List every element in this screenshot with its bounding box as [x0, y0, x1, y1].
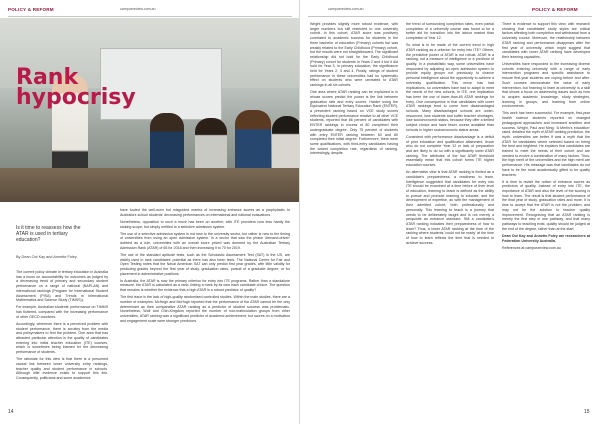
- section-header-left: POLICY & REFORM: [8, 7, 54, 12]
- page-number-left: 14: [8, 409, 14, 415]
- photo-student: [272, 116, 300, 174]
- header-rule-right: [308, 16, 592, 17]
- article-deck: Is it time to reassess how the ATAR is used in tertiary education?: [16, 225, 81, 244]
- hero-photo: [0, 18, 300, 202]
- right-page: [300, 0, 600, 424]
- header-rule-left: [8, 16, 292, 17]
- photo-student: [150, 113, 184, 173]
- body-column-5: There is evidence to support this view, with research showing that candidates' study styles are critical factors affecting both completion and withdrawal from a university course. Moreover, the relationship between ATAR ranking and performance disappears after the first year of university, which might suggest that candidates with lower ATAR ranking have developed their learning capacities. Universities have responded to the increasing diverse cohorts entering university with a range of early intervention programs and specific assistance to ensure first-year students are coping before and after. Such courses demonstrate the value of early intervention, but 'learning to learn at university' is a skill that shows a focus on addressing issues such as how to acquire academic knowledge, study strategies, learning in groups, and learning from online environments. This work has been successful. For example, first-year health science students reported on changed pedagogical approaches and increased ambition and success. Wright, Paul and Ming: 'A Merlin's education' rated, detailed the myth of ATAR ranking prediction, the myth. universities are better if was a myth that the ATAR for candidates where selected based on being the best and brightest. He explains that candidates are trained to meet the needs of their cohort and are needed to evolve a combination of many factors. Thus, the high merit of the universities and the high merit are performance. His message was that candidates do not have to be the most academically gifted to be quality teachers. It is time to revisit the notion of entrance scores as predictors of quality. Instead of entry into ITE, the importance of ATAR and also the level of the scoring is how to learn. The result is that student performance of the final year of study, graduation rates and more. It is time to accept that the ATAR is not the problem, and may not be the solution to teacher quality improvement. Recognising that an ATAR ranking is merely the first step in one pathway, and that many pathways to teaching exist, quality should be judged at the end of the degree, rather than at the start. Dean Ooi Kay and Annette Foley are researchers at Federation University Australia. References at campusreview.com.au: [502, 22, 590, 250]
- body-column-2: have touted the well-worn but misguided mantra of increasing entrance scores as a prophylactic to Australia's school students' decreasing performances on international and national evaluations. Nonetheless, opposition to such a move has been on another, with ITE providers now less hardly the stoking scope, but simply entitled to a selective admission system. The use of a selective admission system is not new to the university sector, but rather is new to the timing of universities from using an open admission system. In a sector that saw the phase 'demand-driven' dubbed as a rule, universities with an overall score priced was deemed by the Australian Tertiary Admission Rank (ATAR) of 65 for 2018 and then increasing it to 70 for 2019. The use of the standard aptitude tests, such as the Scholastic Assessment Test (SAT) in the US, are widely used in rank candidates' potential as there has also been tests. The National Centre for Fair and Open Testing notes that the Naval American SAT can only predict first year grades, with little validity for predicting grades beyond the first year of study, graduation rates, pursuit of a graduate degree, or for placement in administrative positions. In Australia, the ATAR is now the primary criterion for entry into ITE programs. Rather than a standalone measure, the ATAR is calculated as a rank: linking a mark by its own each candidate choice. The question that remains is whether the evidence that a high ATAR is a robust predictor of quality? The first issue is the lack of high-quality randomised controlled studies. Within the main studies, there are a number of examples. McHugh and McHugh reported that the performance of the ATAR cannot be the only determinant as their comparative ATAR ranking as a predictor of student success was problematic. Nonetheless, Wolf and Chin-Kingdom reported the number of non-matriculation groups from other universities, ATAR ranking was a significant predictor of academic achievement; but scores on a motivation and engagement scale were stronger predictors.: [120, 208, 290, 323]
- site-url-right: campusreview.com.au: [328, 7, 364, 11]
- photo-desks: [0, 168, 300, 202]
- body-column-4: the trend of surrounding completion rates, even partial completion of a university course was found to be a better aid for transition into the labour market than completion of Year 12. So what is to be made of the current trend in high ATAR ranking as a criterion for entry into ITE? Others, the predictive power of ATAR is not robust. ATAR is a ranking, not a measure of intelligence or a predictor of quality. In a probabilistic way, some universities have responded by adjusting an open admission system to provide equity groups not previously to chance personal intelligence about the opportunity to achieve a university qualification. This move has had implications, so universities have had to adapt to meet the needs of the new cohorts. In ITE, one implication has been the use of lower-than-60 ATAR rankings for entry. One consequence is that candidates with lower ATAR rankings tend to come from disadvantaged schools. Many disadvantaged schools are under-resourced, lose students and suffer teacher shortages, lose socioeconomic status, because they offer a limited subject choice and have fewer course available than schools in higher socioeconomic status areas. Consistent with performance disadvantage is a deficit of prior education and qualification attainment, those who do not complete Year 12 or lack of preparation and are likely to do so with a significantly lower ATAR ranking. The attributes of the low ATAR threshold essentially mean that this cohort forms ITE higher education courses. An alternative view is that ATAR ranking is limited as a candidate's preparedness, a readiness to learn. Intelligence suggested that candidates for entry into ITE should be examined at a time before of their level of education, learning to teach is defined as the ability to pursue and promote learning to educate, and the development of expertise, as with the management of their admitted cohort, both professionally and personally. This learning to teach is a journey that needs to be deliberately taught and is not merely a perquisite an entrance standard. Still a candidate's ATAR ranking indicates their preparedness of how to learn? Thus, a lower ATAR ranking at the time of the ranking where students 'could not be ready' at the time of how to learn reflects the time that is needed to achieve success.: [406, 22, 494, 245]
- photo-student: [195, 118, 227, 173]
- body-column-1: The current policy climate in tertiary education in Australia has a focus on accountability for outcomes as judged by a decreasing trend of primary and secondary student performance on a range of national (NAPLAN) and international rankings (Program for International Student Assessment (PISA) and Trends in International Mathematics and Science Study (TIMSS)). For example, Australian students' performance on TIMMS has fluttered, compared with the increasing performance of other OECD countries. Accordingly, whenever there is a perceived problem with student performance, there is scrutiny from the media and policymakers to find the problem. One area that has attracted particular attention is the quality of candidates entering into initial teacher education (ITE) courses, which is sometimes being blamed for the decreasing performance of students. The rationale for this view is that there is a presumed causal link between lower university entry rankings, teacher quality and student performance in schools. Although little evidence exists to support this link. Consequently, politicians and some academics: [16, 270, 108, 380]
- article-title: Rank hypocrisy: [16, 65, 136, 110]
- photo-student: [235, 110, 271, 172]
- references-note: References at campusreview.com.au: [502, 245, 561, 250]
- page-number-right: 15: [584, 409, 590, 415]
- author-note: Dean Ooi Kay and Annette Foley are researchers at Federation University Australia.: [502, 233, 590, 243]
- article-byline: By Dean Ooi Kay and Annette Foley: [16, 255, 77, 259]
- body-column-3: Wright provides slightly more robust evidence, with larger numbers but still restricted to one university cohort. In this cohort, ATAR score was positively correlated to academic success for students in the three bachelor of education (Primary) cohorts but was weakly related to the Early Childhood (Primary) cohort, but the results were not straightforward. The significant relationship did not hold for the Early Childhood (Primary) cohort for students in Years 2 and 4 but it did hold for Year 3. In primary education, the significance held for Years 2, 3 and 4. Finally, ratings of student performance in these universities had no systematic effect on students who were unrelated to ATAR rankings in all six cohorts. One area where ATAR ranking can be explained is in whose scores predict the power is the link between graduation rate and entry scores. Harder using the Equivalent National Tertiary Education Rank (ENTER), a precedent ranking based on VCE study scores reflecting student performance relative to all other VCE students, reported that 66 percent of candidates with ENTER rankings in excess of 80 completed their undergraduate degree. Only 75 percent of students with entry ENTER ranking between 60 and 80 completed their initial degree. Furthermore, there were some qualifications, with third-entry candidates having the lowest completion rate, regardless of ranking. Interestingly, despite: [310, 22, 398, 156]
- site-url-left: campusreview.com.au: [120, 7, 156, 11]
- section-header-right: POLICY & REFORM: [532, 7, 578, 12]
